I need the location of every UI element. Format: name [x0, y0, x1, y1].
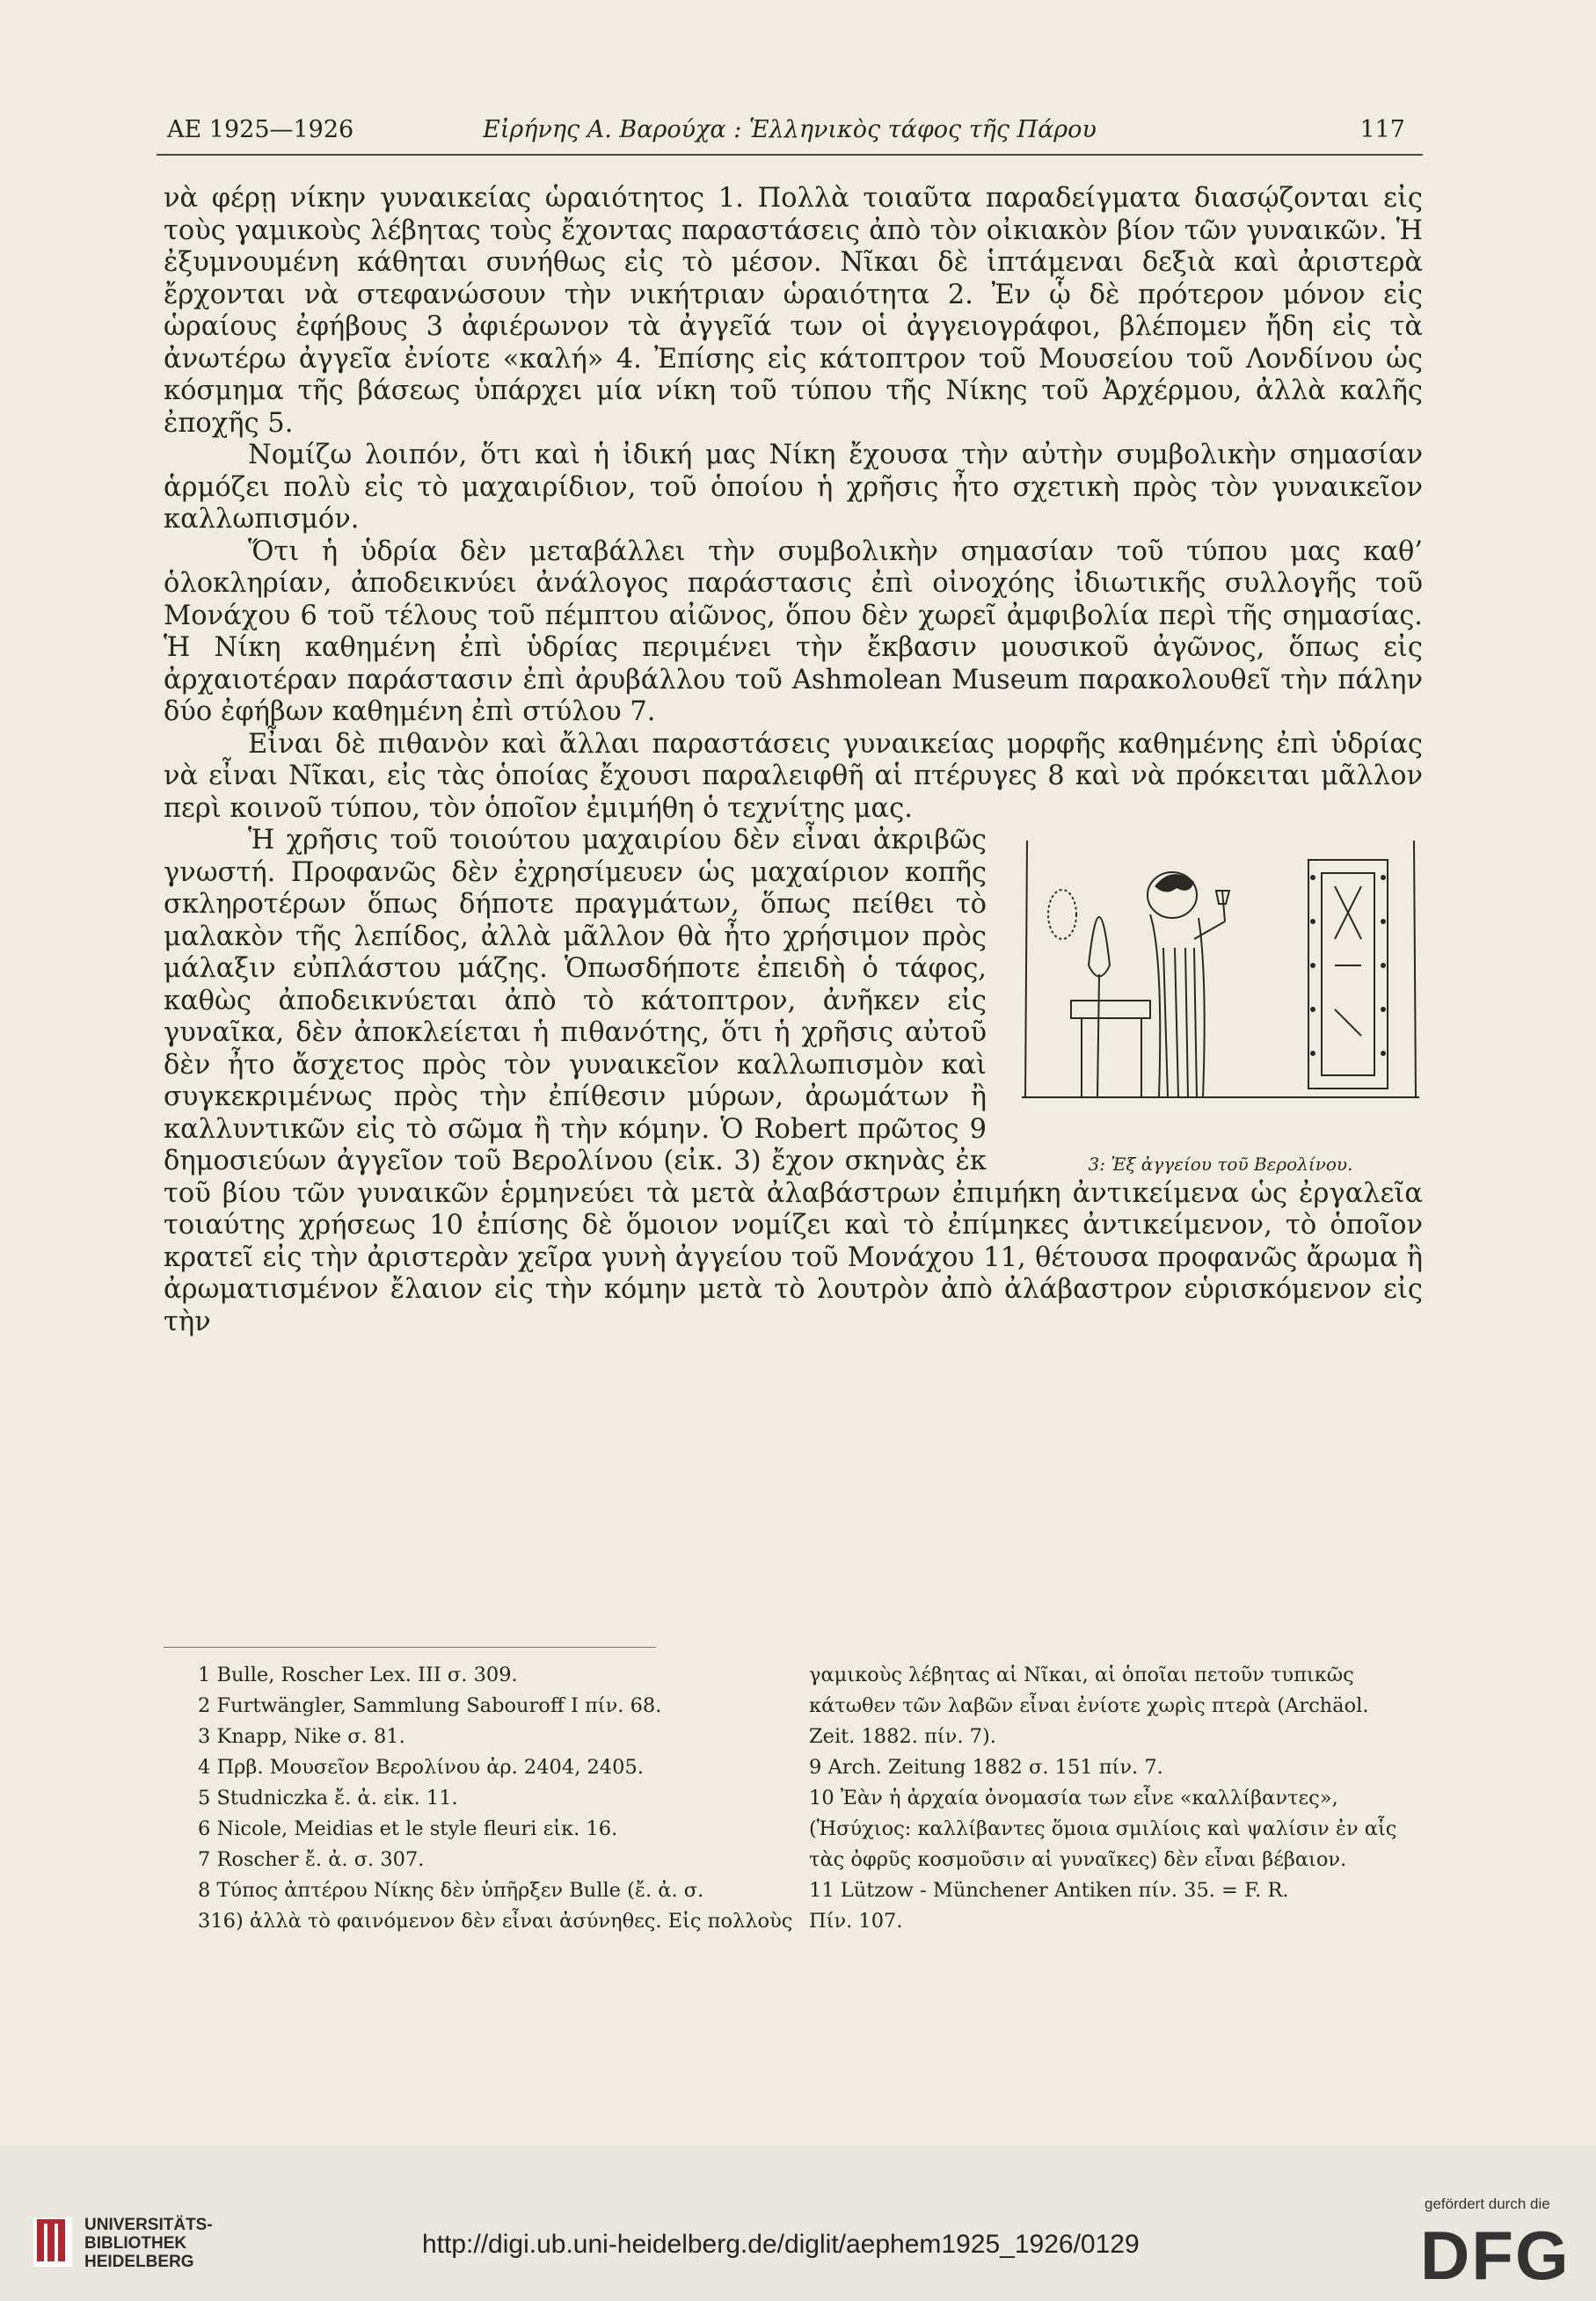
paragraph-2: Νομίζω λοιπόν, ὅτι καὶ ἡ ἰδική μας Νίκη ἔχουσα τὴν αὐτὴν συμβολικὴν σημασίαν ἁρμόζει πολὺ εἰς τὸ μαχαιρίδιον, τοῦ ὁποίου ἡ χρῆσις ἦτο σχετικὴ πρὸς τὸν γυναικεῖον καλλωπισμόν.: [164, 440, 1423, 535]
viewer-footer: [0, 2145, 1596, 2301]
footnote-10-continued: (Ἡσύχιος: καλλίβαντες ὅμοια σμιλίοις καὶ ψαλίσιν ἐν αἷς: [809, 1817, 1397, 1840]
library-name: [84, 2216, 213, 2271]
footnote-10: 10 Ἐὰν ἡ ἀρχαία ὀνομασία των εἶνε «καλλίβαντες»,: [809, 1787, 1338, 1809]
paragraph-4: Εἶναι δὲ πιθανὸν καὶ ἄλλαι παραστάσεις γυναικείας μορφῆς καθημένης ἐπὶ ὑδρίας νὰ εἶναι Νῖκαι, εἰς τὰς ὁποίας ἔχουσι παραλειφθῆ αἱ πτέρυγες 8 καὶ νὰ πρόκειται μᾶλλον περὶ κοινοῦ τύπου, τὸν ὁποῖον ἐμιμήθη ὁ τεχνίτης μας.: [164, 728, 1423, 824]
running-header: [157, 113, 1423, 151]
article-body: [164, 183, 1423, 1338]
footnote-8-continued: κάτωθεν τῶν λαβῶν εἶναι ἐνίοτε χωρὶς πτερὰ (Archäol.: [809, 1694, 1369, 1717]
footnote-4: 4 Πρβ. Μουσεῖον Βερολίνου ἀρ. 2404, 2405.: [198, 1756, 644, 1779]
library-name-line-3: HEIDELBERG: [84, 2253, 194, 2271]
footnote-8: 8 Τύπος ἀπτέρου Νίκης δὲν ὑπῆρξεν Bulle (ἔ. ἀ. σ.: [198, 1879, 704, 1902]
funding-label: gefördert durch die: [1425, 2195, 1550, 2212]
footnote-8-continued: Zeit. 1882. πίν. 7).: [809, 1725, 996, 1748]
university-library-logo-icon: [33, 2217, 72, 2267]
permalink-url[interactable]: http://digi.ub.uni-heidelberg.de/diglit/aephem1925_1926/0129: [422, 2230, 1140, 2259]
figure-3: [1018, 834, 1423, 1175]
paragraph-5: Ἡ χρῆσις τοῦ τοιούτου μαχαιρίου δὲν εἶναι ἀκριβῶς γνωστή. Προφανῶς δὲν ἐχρησίμευεν ὡς μαχαίριον κοπῆς σκληροτέρων ὅπως δήποτε πραγμάτων, ὅπως πείθει τὸ μαλακὸν τῆς λεπίδος, ἀλλὰ μᾶλλον θὰ ἦτο χρήσιμον πρὸς μάλαξιν εὐπλάστου μάζης. Ὁπωσδήποτε ἐπειδὴ ὁ τάφος, καθὼς ἀποδεικνύεται ἀπὸ τὸ κάτοπτρον, ἀνῆκεν εἰς γυναῖκα, δὲν ἀποκλείεται ἡ πιθανότης, ὅτι ἡ χρῆσις αὐτοῦ δὲν ἦτο ἄσχετος πρὸς τὸν γυναικεῖον καλλωπισμὸν καὶ συγκεκριμένως πρὸς τὴν ἐπίθεσιν μύρων, ἀρωμάτων ἢ καλλυντικῶν εἰς τὸ σῶμα ἢ τὴν κόμην. Ὁ Robert πρῶτος 9 δημοσιεύων ἀγγεῖον τοῦ Βερολίνου (εἰκ. 3) ἔχον σκηνὰς ἐκ τοῦ βίου τῶν γυναικῶν ἑρμηνεύει τὰ μετὰ ἀλαβάστρων ἐπιμήκη ἀντικείμενα ὡς ἐργαλεῖα τοιαύτης χρήσεως 10 ἐπίσης δὲ ὅμοιον νομίζει καὶ τὸ ἐπίμηκες ἀντικείμενον, τὸ ὁποῖον κρατεῖ εἰς τὴν ἀριστερὰν χεῖρα γυνὴ ἀγγείου τοῦ Μονάχου 11, θέτουσα προφανῶς ἄρωμα ἢ ἀρωματισμένον ἔλαιον εἰς τὴν κόμην μετὰ τὸ λουτρὸν ἀπὸ ἀλάβαστρον εὑρισκόμενον εἰς τὴν: [164, 825, 1423, 1337]
footnote-rule: [164, 1647, 656, 1648]
footnote-6: 6 Nicole, Meidias et le style fleuri εἰκ. 16.: [198, 1817, 618, 1840]
dfg-logo: DFG: [1420, 2217, 1570, 2294]
figure-caption: 3: Ἐξ ἀγγείου τοῦ Βερολίνου.: [1088, 1154, 1353, 1175]
vase-painting-illustration: [1018, 834, 1423, 1146]
footnote-11: 11 Lützow - Münchener Antiken πίν. 35. = F. R.: [809, 1879, 1289, 1902]
footnote-2: 2 Furtwängler, Sammlung Sabouroff I πίν. 68.: [198, 1694, 662, 1717]
library-name-line-1: UNIVERSITÄTS-: [84, 2216, 213, 2234]
header-rule: [157, 154, 1423, 156]
article-title: Εἰρήνης Α. Βαρούχα : Ἑλληνικὸς τάφος τῆς Πάρου: [483, 116, 1097, 143]
paragraph-3: Ὅτι ἡ ὑδρία δὲν μεταβάλλει τὴν συμβολικὴν σημασίαν τοῦ τύπου μας καθ’ ὁλοκληρίαν, ἀποδεικνύει ἀνάλογος παράστασις ἐπὶ οἰνοχόης ἰδιωτικῆς συλλογῆς τοῦ Μονάχου 6 τοῦ τέλους τοῦ πέμπτου αἰῶνος, ὅπου δὲν χωρεῖ ἀμφιβολία περὶ τῆς σημασίας. Ἡ Νίκη καθημένη ἐπὶ ὑδρίας περιμένει τὴν ἔκβασιν μουσικοῦ ἀγῶνος, ὅπως εἰς ἀρχαιοτέραν παράστασιν ἐπὶ ἀρυβάλλου τοῦ Ashmolean Museum παρακολουθεῖ τὴν πάλην δύο ἐφήβων καθημένη ἐπὶ στύλου 7.: [164, 535, 1423, 727]
footnote-11-continued: Πίν. 107.: [809, 1910, 903, 1933]
footnotes-left-column: [198, 1660, 793, 1937]
footnote-8-continued: 316) ἀλλὰ τὸ φαινόμενον δὲν εἶναι ἀσύνηθες. Εἰς πολλοὺς: [198, 1910, 793, 1933]
journal-label: ΑΕ 1925—1926: [167, 116, 354, 143]
page-number: 117: [1359, 116, 1405, 143]
footnote-5: 5 Studniczka ἔ. ἀ. εἰκ. 11.: [198, 1787, 458, 1809]
footnotes-right-column: [809, 1660, 1425, 1937]
footnote-9: 9 Arch. Zeitung 1882 σ. 151 πίν. 7.: [809, 1756, 1163, 1779]
footnote-10-continued: τὰς ὀφρῦς κοσμοῦσιν αἱ γυναῖκες) δὲν εἶναι βέβαιον.: [809, 1848, 1347, 1871]
footnote-8-continued: γαμικοὺς λέβητας αἱ Νῖκαι, αἱ ὁποῖαι πετοῦν τυπικῶς: [809, 1664, 1354, 1686]
footnote-3: 3 Knapp, Nike σ. 81.: [198, 1725, 405, 1748]
library-name-line-2: BIBLIOTHEK: [84, 2234, 187, 2253]
paragraph-1: νὰ φέρῃ νίκην γυναικείας ὡραιότητος 1. Πολλὰ τοιαῦτα παραδείγματα διασῴζονται εἰς τοὺς γαμικοὺς λέβητας τοὺς ἔχοντας παραστάσεις ἀπὸ τὸν οἰκιακὸν βίον τῶν γυναικῶν. Ἡ ἐξυμνουμένη κάθηται συνήθως εἰς τὸ μέσον. Νῖκαι δὲ ἱπτάμεναι δεξιὰ καὶ ἀριστερὰ ἔρχονται νὰ στεφανώσουν τὴν νικήτριαν ὡραιότητα 2. Ἐν ᾧ δὲ πρότερον μόνον εἰς ὡραίους ἐφήβους 3 ἀφιέρωνον τὰ ἀγγεῖά των οἱ ἀγγειογράφοι, βλέπομεν ἤδη εἰς τὰ ἀνωτέρω ἀγγεῖα ἐνίοτε «καλή» 4. Ἐπίσης εἰς κάτοπτρον τοῦ Μουσείου τοῦ Λονδίνου ὡς κόσμημα τῆς βάσεως ὑπάρχει μία νίκη τοῦ τύπου τῆς Νίκης τοῦ Ἀρχέρμου, ἀλλὰ καλῆς ἐποχῆς 5.: [164, 183, 1423, 439]
footnote-7: 7 Roscher ἔ. ἀ. σ. 307.: [198, 1848, 425, 1871]
footnote-1: 1 Bulle, Roscher Lex. III σ. 309.: [198, 1664, 518, 1686]
